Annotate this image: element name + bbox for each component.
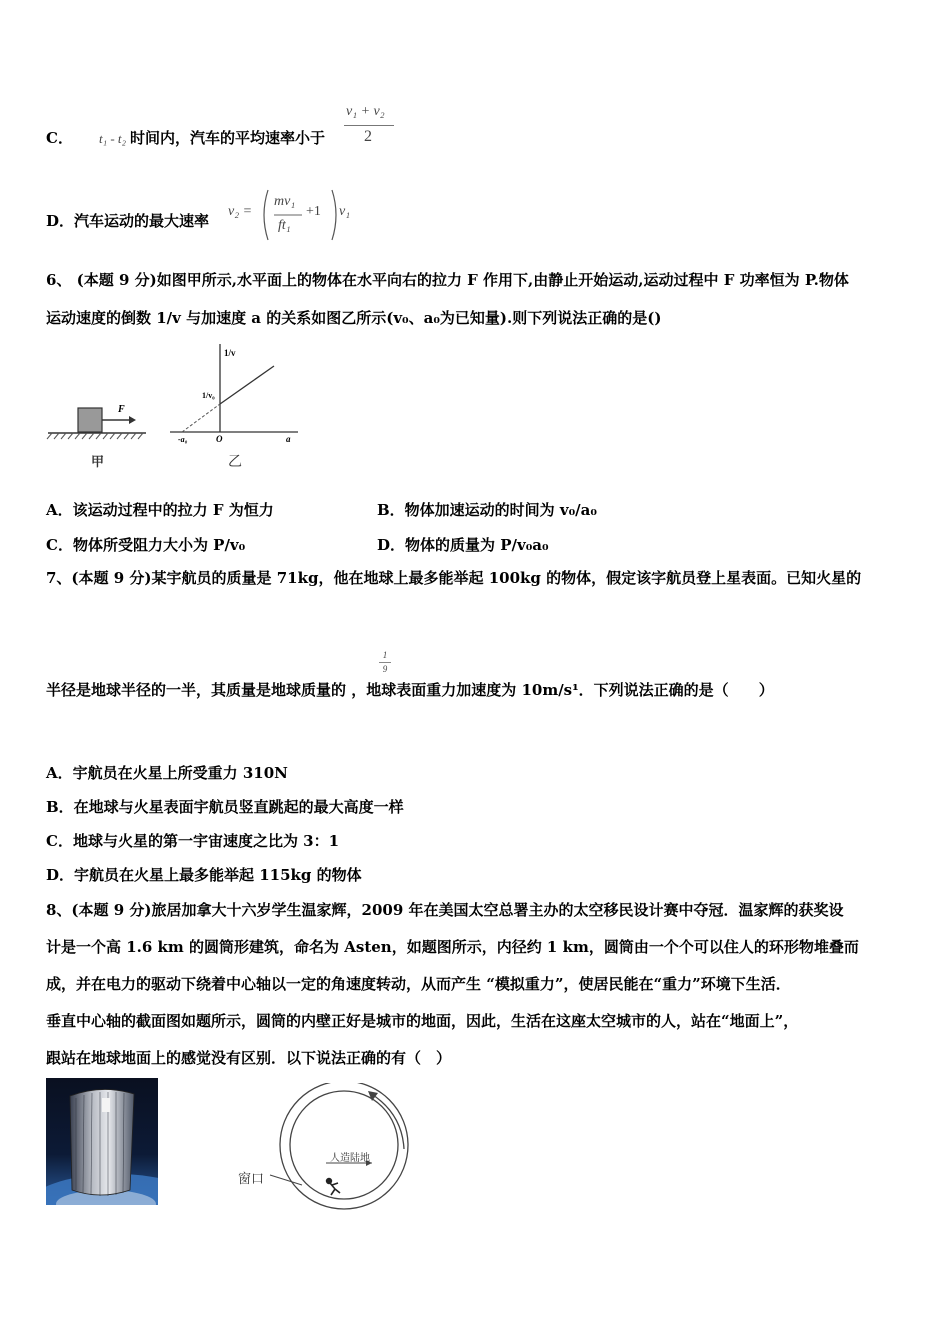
q7-stem-line2: 半径是地球半径的一半，其质量是地球质量的 ，地球表面重力加速度为 10m/s¹．下列说法正确的是（ ） (46, 681, 774, 699)
person-icon (327, 1179, 340, 1195)
q8-stem-line1: 8、(本题 9 分)旅居加拿大十六岁学生温家辉，2009 年在美国太空总署主办的太空移民设计赛中夺冠．温家辉的获奖设 (46, 901, 844, 919)
q5-option-d-text: 汽车运动的最大速率 (74, 212, 210, 230)
q7-option-d: D．宇航员在火星上最多能举起 115kg 的物体 (46, 866, 362, 884)
q8-stem-line2: 计是一个高 1.6 km 的圆筒形建筑，命名为 Asten，如题图所示，内径约 1 km，圆筒由一个个可以住人的环形物堆叠而 (46, 938, 859, 956)
formula-lhs: v₂ = (228, 204, 253, 219)
q6-option-a: A．该运动过程中的拉力 F 为恒力 (46, 501, 274, 519)
figure-jia (47, 404, 146, 469)
inner-ring (290, 1091, 398, 1199)
force-label: F (118, 404, 125, 415)
formula-v1: v₁ (339, 204, 351, 219)
formula-numerator: mv₁ (274, 194, 296, 209)
q8-stem-line4: 垂直中心轴的截面图如题所示，圆筒的内壁正好是城市的地面，因此，生活在这座太空城市的人，站在“地面上”， (46, 1012, 799, 1030)
q8-cross-section-diagram (232, 1083, 418, 1213)
formula-denominator: ft₁ (278, 218, 291, 233)
inv-v0-label: 1/v₀ (202, 391, 215, 400)
inv-v-label: 1/v (224, 348, 236, 358)
a-label: a (286, 434, 291, 444)
q5-option-c (46, 128, 325, 149)
extension-dashed (182, 404, 220, 432)
q7-option-c: C．地球与火星的第一宇宙速度之比为 3：1 (46, 832, 340, 850)
q5-option-c-label: C． (46, 129, 73, 147)
fraction-numerator: 1 (382, 650, 388, 660)
q5-option-d-label: D． (46, 212, 75, 230)
fraction-numerator: v₁ + v₂ (346, 104, 385, 119)
q7-fraction (378, 650, 392, 680)
q8-stem-line3: 成，并在电力的驱动下绕着中心轴以一定的角速度转动，从而产生 “模拟重力”，使居民能在“重力”环境下生活． (46, 975, 791, 993)
q6-option-b: B．物体加速运动的时间为 v₀/a₀ (377, 501, 597, 519)
fraction-denominator: 2 (364, 128, 372, 145)
q6-option-d: D．物体的质量为 P/v₀a₀ (377, 536, 549, 554)
q8-space-city-photo (46, 1078, 158, 1205)
q5-option-c-interval: t₁ - t₂ (98, 131, 127, 146)
window-label: 窗口 (238, 1171, 265, 1186)
artificial-ground-label: 人造陆地 (330, 1153, 370, 1164)
q5-option-d-formula (226, 186, 356, 244)
formula-plus-one: +1 (306, 204, 321, 219)
figure-jia-label: 甲 (91, 454, 105, 469)
block (78, 408, 102, 432)
fraction-denominator: 9 (382, 664, 388, 674)
q7-option-a: A．宇航员在火星上所受重力 310N (46, 764, 288, 782)
q6-stem-line2: 运动速度的倒数 1/v 与加速度 a 的关系如图乙所示(v₀、a₀为已知量).则下列说法正确的是() (46, 309, 662, 327)
q8-stem-line5: 跟站在地球地面上的感觉没有区别．以下说法正确的有（ ） (46, 1049, 452, 1067)
q7-stem-line1: 7、(本题 9 分)某宇航员的质量是 71kg，他在地球上最多能举起 100kg 的物体，假定该字航员登上星表面。已知火星的 (46, 569, 862, 587)
q7-option-b: B．在地球与火星表面宇航员竖直跳起的最大高度一样 (46, 798, 404, 816)
q5-option-d (46, 211, 209, 231)
neg-a0-label: -a₀ (178, 435, 188, 444)
graph-line (220, 366, 274, 404)
figure-yi (170, 344, 298, 470)
q5-option-c-text: 时间内，汽车的平均速率小于 (130, 129, 326, 147)
q5-option-c-fraction (342, 104, 398, 148)
outer-ring (280, 1083, 408, 1209)
q6-option-c: C．物体所受阻力大小为 P/v₀ (46, 536, 246, 554)
q6-stem-line1: 6、 (本题 9 分)如图甲所示,水平面上的物体在水平向右的拉力 F 作用下,由静止开始运动,运动过程中 F 功率恒为 P.物体 (46, 271, 849, 289)
origin-label: O (216, 434, 223, 444)
fraction-bar (344, 125, 394, 126)
figure-yi-label: 乙 (228, 455, 242, 470)
fraction-bar (379, 662, 391, 663)
q6-figures (44, 338, 314, 473)
